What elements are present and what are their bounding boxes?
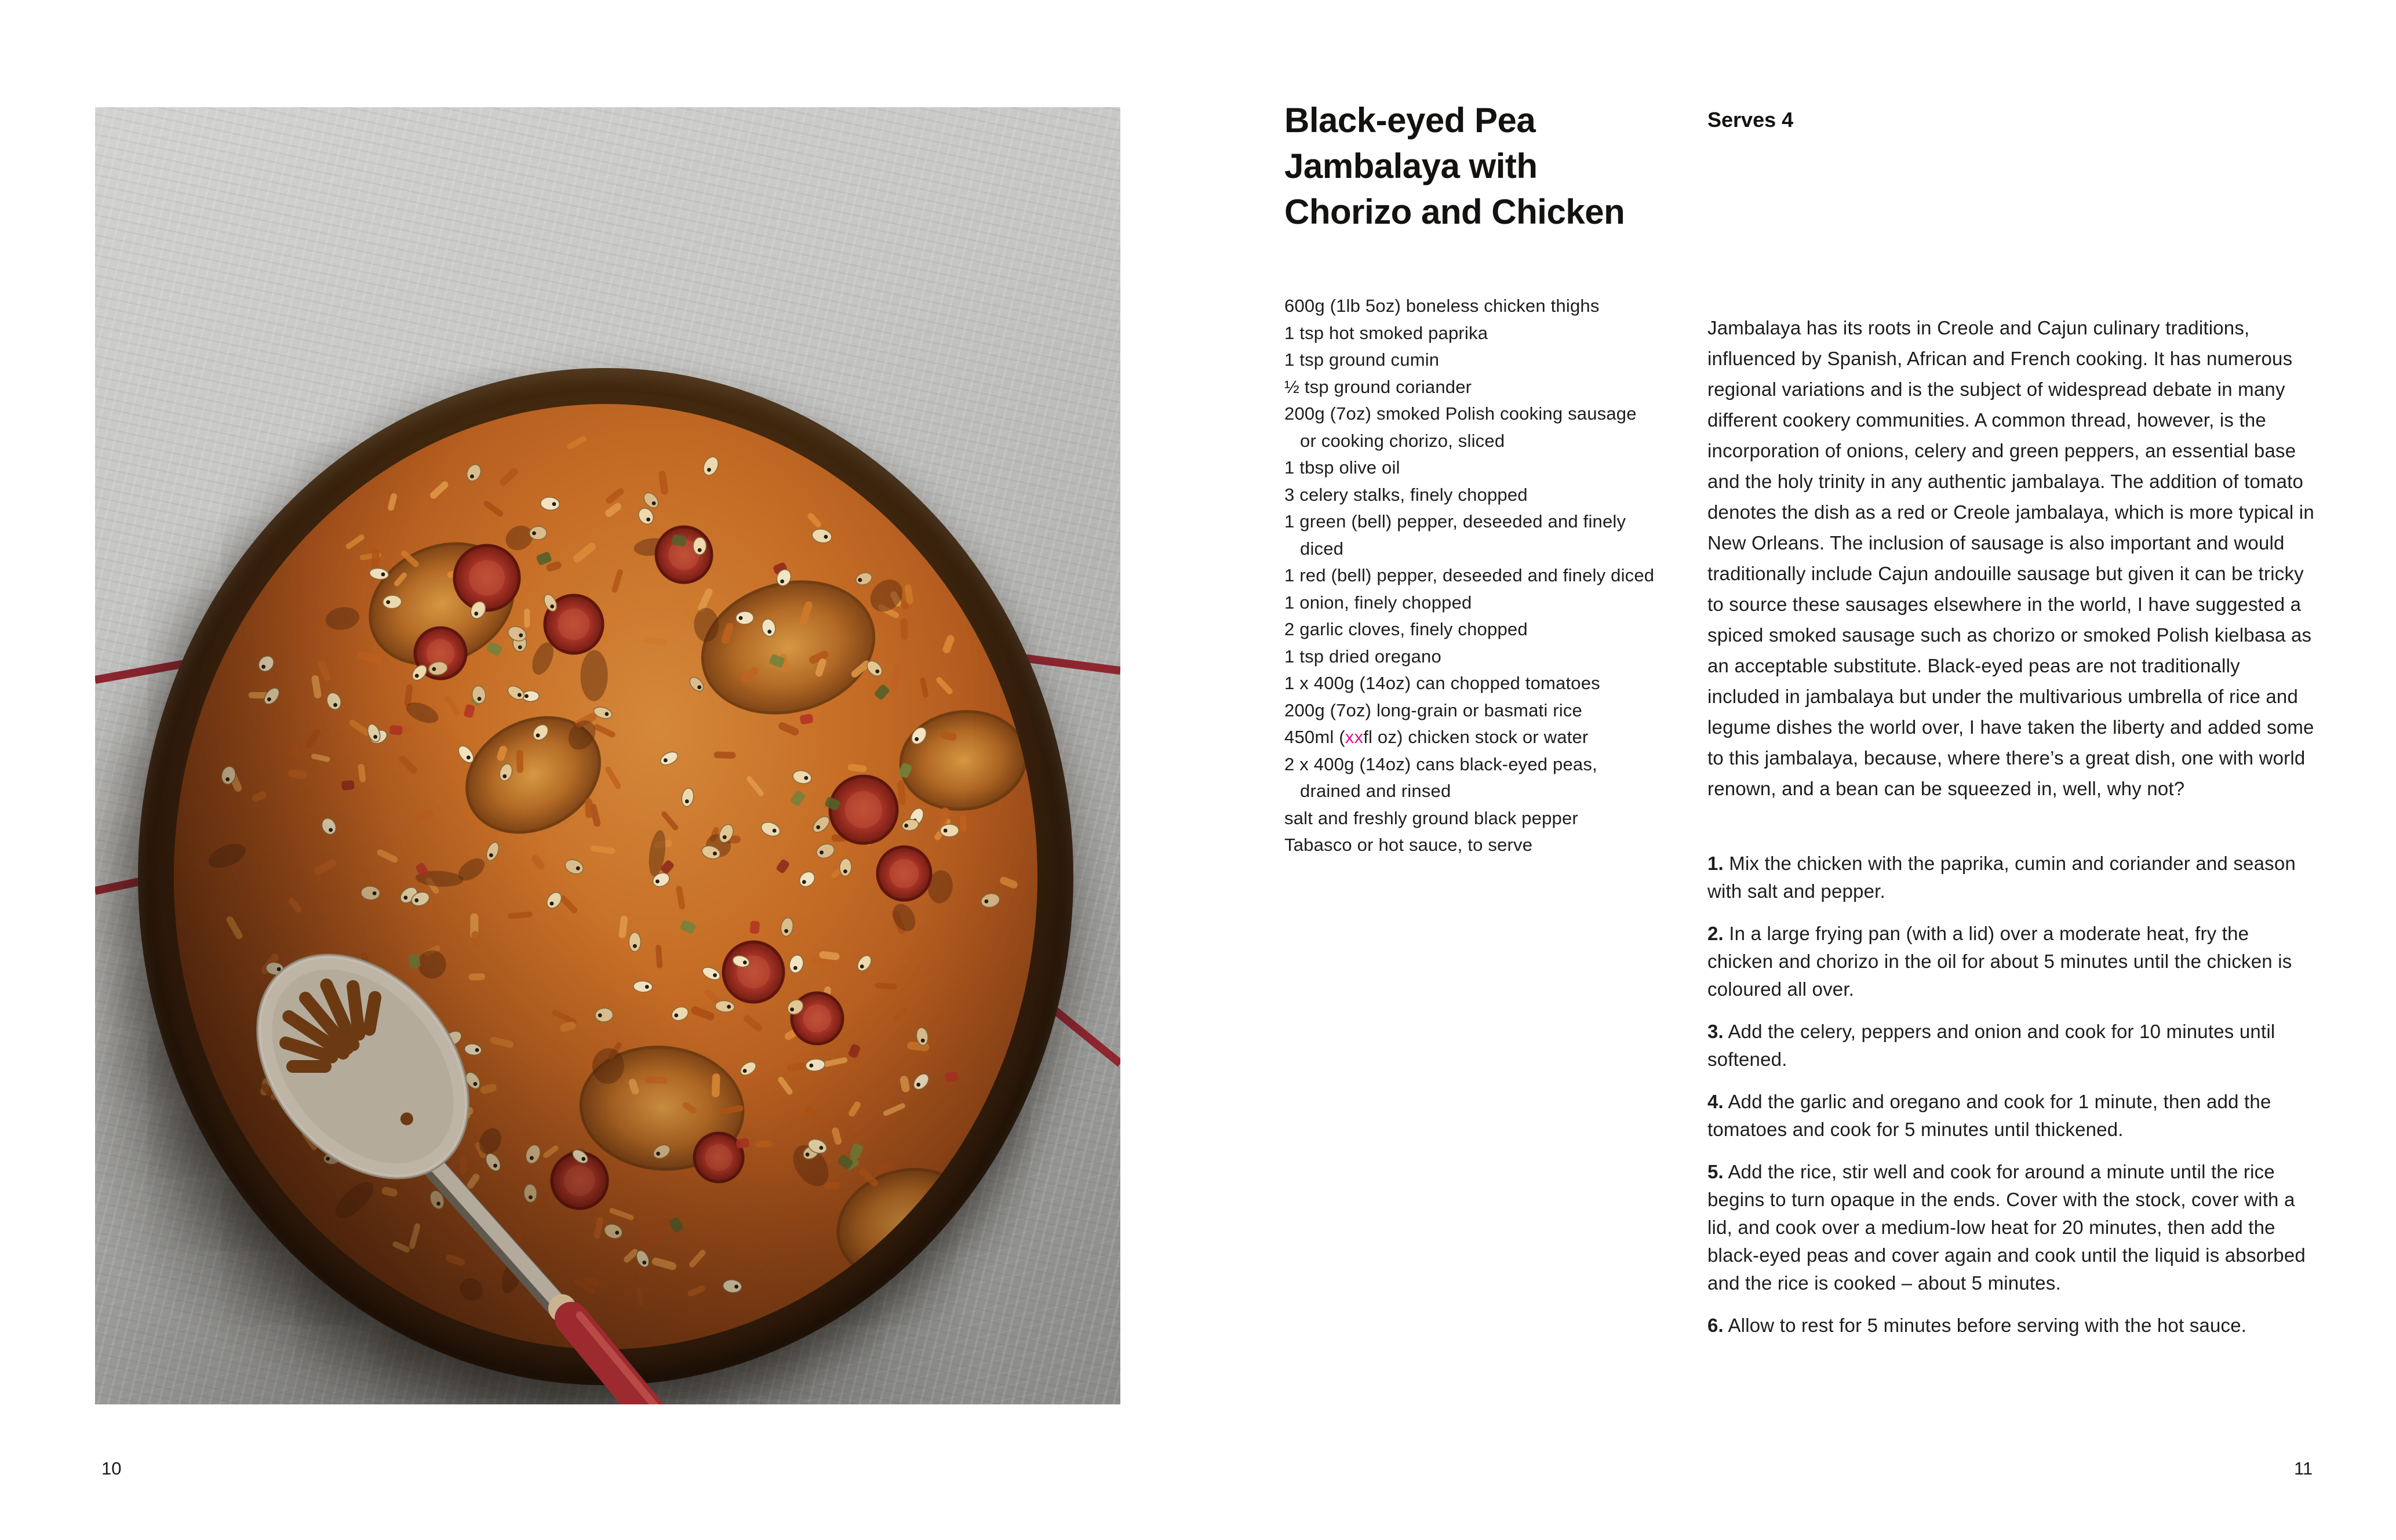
ingredient-line: 200g (7oz) smoked Polish cooking sausage: [1284, 403, 1637, 424]
step-number: 3.: [1707, 1021, 1724, 1042]
ingredient-line: 1 tsp hot smoked paprika: [1284, 322, 1488, 343]
recipe-title-line: Black-eyed Pea: [1284, 101, 1536, 140]
ingredient-line: 1 green (bell) pepper, deseeded and finely: [1284, 511, 1626, 531]
method-step: 5. Add the rice, stir well and cook for around a minute until the rice begins to turn opaque in the ends. Cover with the stock, cover with a lid, and cook over a medium-low heat for 20 minutes, then add the black-eyed peas and cover again and cook until the liquid is absorbed and the rice is cooked – about 5 minutes.: [1707, 1161, 2306, 1294]
ingredient-line: 200g (7oz) long-grain or basmati rice: [1284, 700, 1582, 720]
page-number-left: 10: [101, 1458, 122, 1479]
ingredient-line: 2 x 400g (14oz) cans black-eyed peas,: [1284, 753, 1597, 774]
intro-paragraph: Jambalaya has its roots in Creole and Cajun culinary traditions, influenced by Spanish, African and French cooking. It has numerous regional variations and is the subject of widespread debate in many different cookery communities. A common thread, however, is the incorporation of onions, celery and green peppers, an essential base and the holy trinity in any authentic jambalaya. The addition of tomato denotes the dish as a red or Creole jambalaya, which is more typical in New Orleans. The inclusion of sausage is also important and would traditionally include Cajun andouille sausage but given it can be tricky to source these sausages elsewhere in the world, I have suggested a spiced smoked sausage such as chorizo or smoked Polish kielbasa as an acceptable substitute. Black-eyed peas are not traditionally included in jambalaya but under the multivarious umbrella of rice and legume dishes the world over, I have taken the liberty and added some to this jambalaya, because, where there’s a great dish, one with world renown, and a bean can be squeezed in, well, why not?: [1707, 317, 2314, 799]
method-step: 1. Mix the chicken with the paprika, cumin and coriander and season with salt and pepper.: [1707, 853, 2296, 902]
ingredient-line: or cooking chorizo, sliced: [1300, 430, 1505, 451]
step-number: 2.: [1707, 923, 1724, 944]
serves-label: Serves 4: [1707, 108, 1794, 132]
recipe-title-line: Jambalaya with: [1284, 147, 1538, 185]
placeholder-measurement: xx: [1345, 727, 1364, 747]
ingredient-line: 1 x 400g (14oz) can chopped tomatoes: [1284, 673, 1600, 693]
step-number: 1.: [1707, 853, 1724, 874]
ingredient-line: 2 garlic cloves, finely chopped: [1284, 619, 1528, 639]
step-number: 6.: [1707, 1315, 1724, 1336]
ingredient-line: 1 red (bell) pepper, deseeded and finely diced: [1284, 565, 1655, 585]
recipe-title-line: Chorizo and Chicken: [1284, 192, 1625, 231]
ingredient-line: 450ml (xxfl oz) chicken stock or water: [1284, 727, 1589, 747]
spoon-head: [215, 915, 510, 1219]
ingredient-line: Tabasco or hot sauce, to serve: [1284, 835, 1533, 855]
recipe-photo: [95, 107, 1120, 1404]
method-step: 4. Add the garlic and oregano and cook for 1 minute, then add the tomatoes and cook for 5 minutes until thickened.: [1707, 1091, 2271, 1140]
step-number: 5.: [1707, 1161, 1724, 1182]
ingredient-line: 1 tsp dried oregano: [1284, 646, 1441, 667]
recipe-title: [1284, 97, 1625, 235]
ingredient-line: 600g (1lb 5oz) boneless chicken thighs: [1284, 296, 1600, 316]
ingredient-line: 1 onion, finely chopped: [1284, 592, 1472, 613]
method-step: 6. Allow to rest for 5 minutes before serving with the hot sauce.: [1707, 1315, 2247, 1336]
ingredient-line: salt and freshly ground black pepper: [1284, 807, 1578, 828]
ingredient-line: 1 tsp ground cumin: [1284, 349, 1440, 370]
ingredient-line: 3 celery stalks, finely chopped: [1284, 484, 1528, 505]
method-steps: [1707, 850, 2315, 1354]
method-step: 3. Add the celery, peppers and onion and cook for 10 minutes until softened.: [1707, 1021, 2275, 1070]
ingredient-line: drained and rinsed: [1300, 781, 1451, 801]
step-number: 4.: [1707, 1091, 1724, 1112]
ingredient-line: diced: [1300, 538, 1344, 559]
ingredient-line: 1 tbsp olive oil: [1284, 457, 1400, 478]
ingredient-line: ½ tsp ground coriander: [1284, 376, 1472, 397]
ingredients-list: [1284, 293, 1654, 859]
slotted-spoon: [95, 107, 1120, 1404]
page-number-right: 11: [2294, 1458, 2313, 1479]
method-step: 2. In a large frying pan (with a lid) over a moderate heat, fry the chicken and chorizo in the oil for about 5 minutes until the chicken is coloured all over.: [1707, 923, 2292, 1000]
